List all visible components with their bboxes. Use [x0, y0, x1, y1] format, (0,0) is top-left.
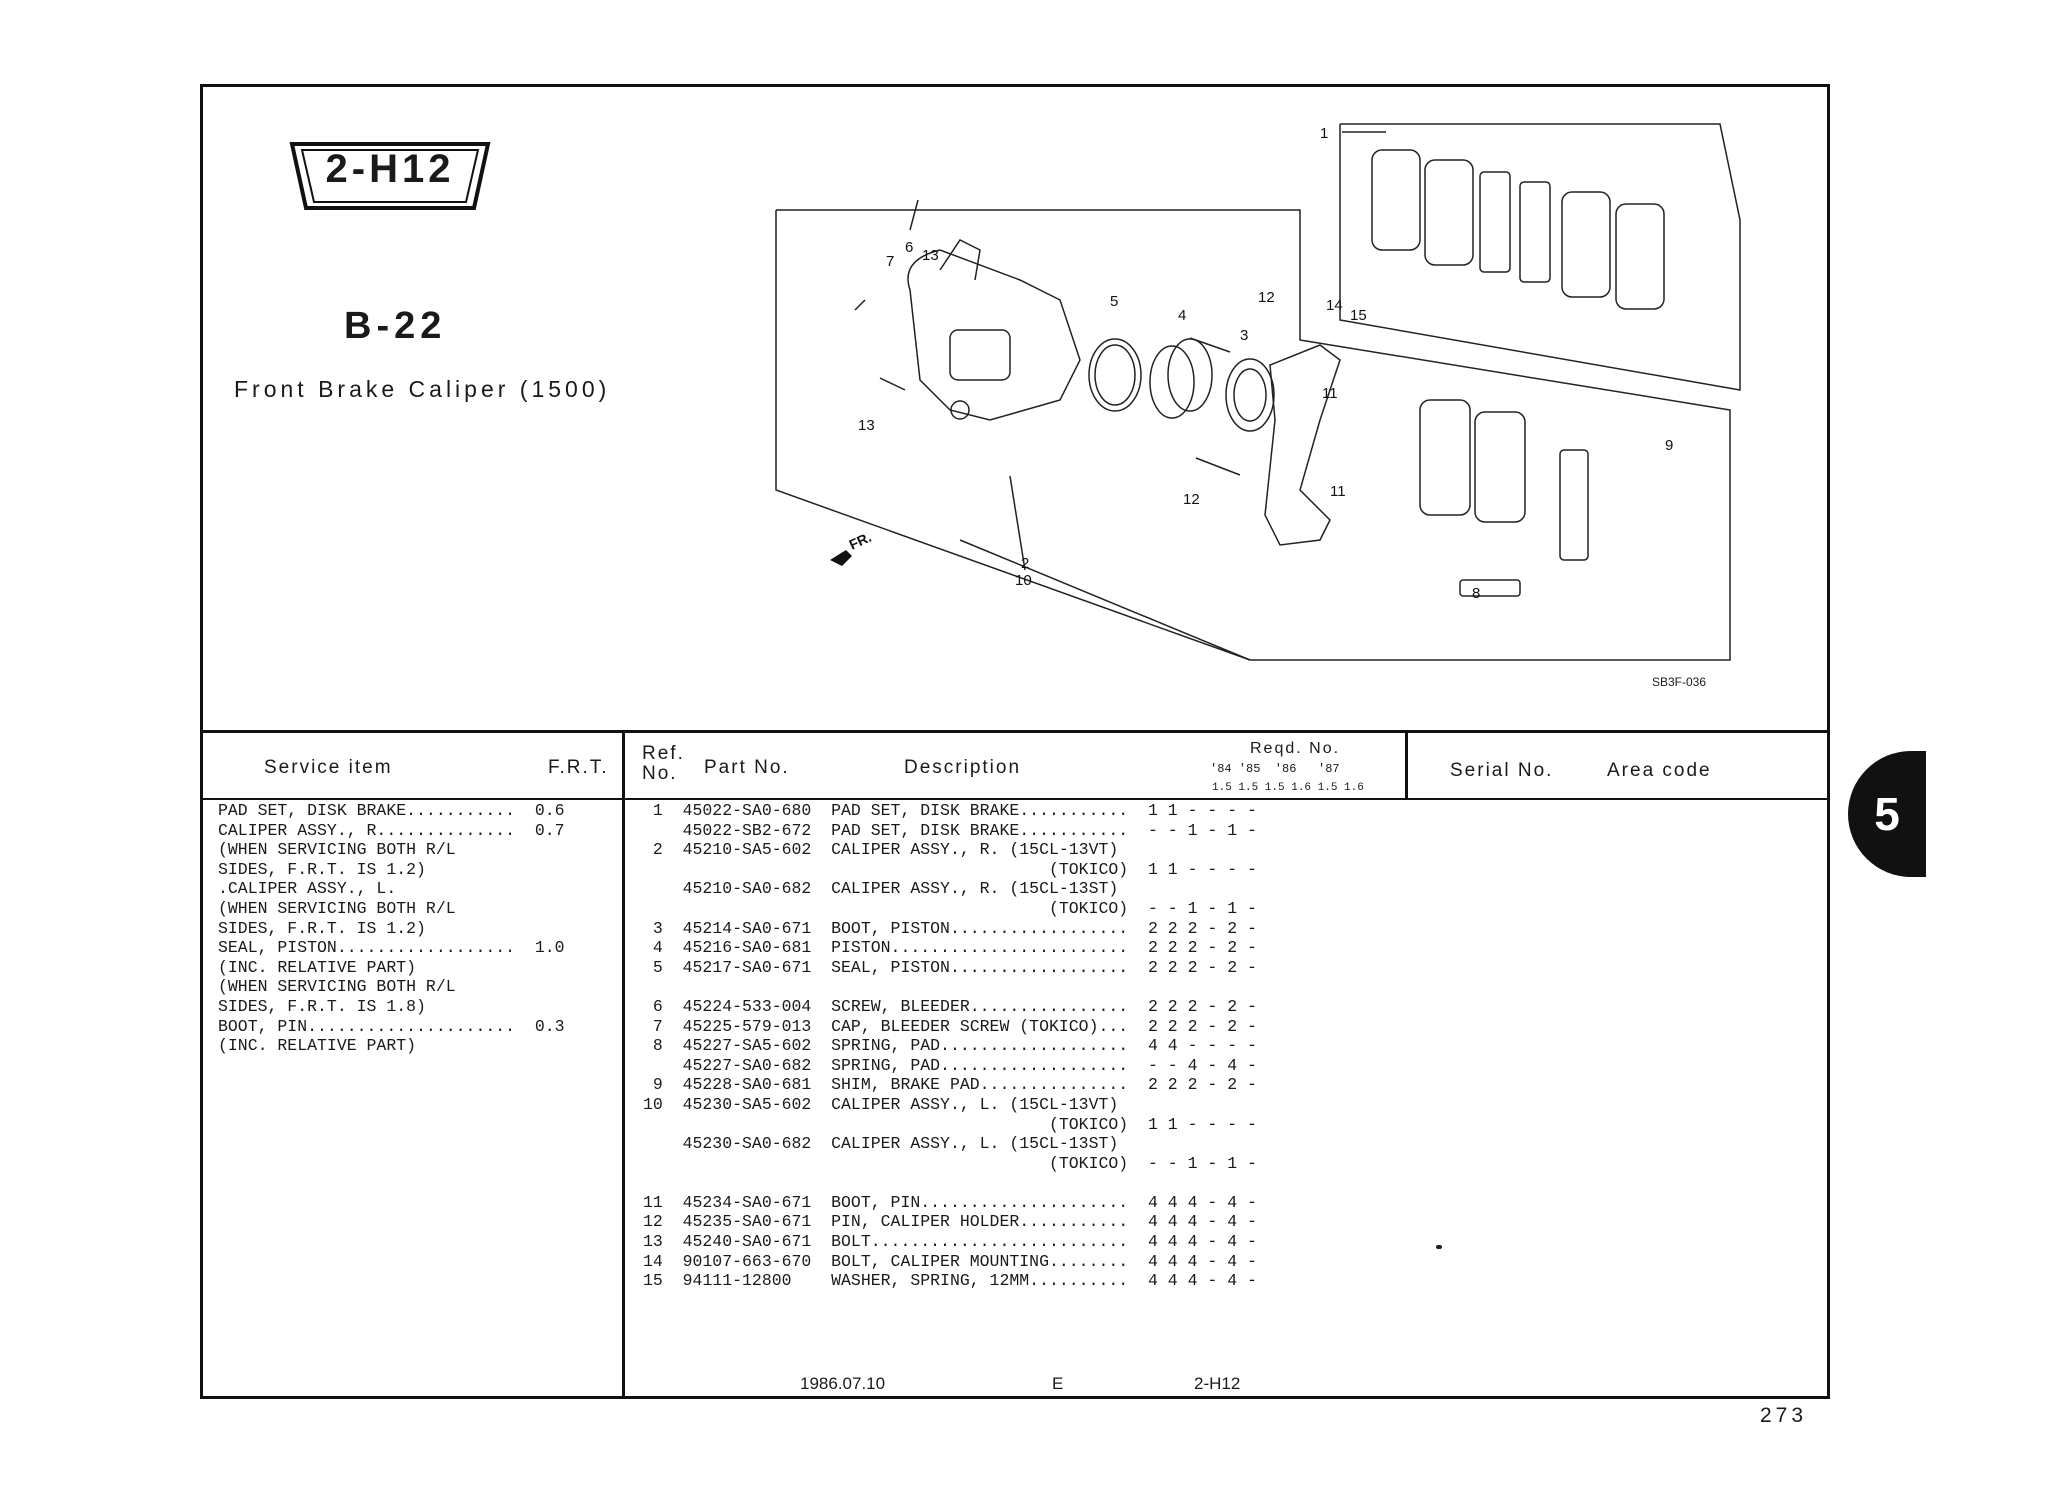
- header-description: Description: [904, 757, 1022, 778]
- column-divider-reqd: [1405, 730, 1408, 798]
- footer-edition: E: [1052, 1374, 1064, 1393]
- callout-4: 4: [1178, 307, 1187, 324]
- callout-9: 9: [1665, 437, 1674, 454]
- callout-14: 14: [1326, 297, 1343, 314]
- callout-12a: 12: [1258, 289, 1275, 306]
- header-years: '84 '85 '86 '87: [1210, 762, 1340, 776]
- header-displacements: 1.5 1.5 1.5 1.6 1.5 1.6: [1212, 782, 1364, 794]
- callout-3: 3: [1240, 327, 1249, 344]
- callout-13b: 13: [858, 417, 875, 434]
- diagram-table-divider: [200, 730, 1830, 733]
- header-area-code: Area code: [1607, 760, 1712, 781]
- header-part-no: Part No.: [704, 757, 790, 778]
- direction-label: FR.: [846, 528, 874, 553]
- section-badge-text: 2-H12: [325, 147, 455, 191]
- callout-15: 15: [1350, 307, 1367, 324]
- column-divider-service: [622, 730, 625, 1399]
- page-title: Front Brake Caliper (1500): [234, 376, 611, 402]
- stray-mark: [1436, 1245, 1442, 1249]
- callout-11b: 11: [1330, 483, 1346, 500]
- figure-code: SB3F-036: [1652, 675, 1707, 689]
- callout-7: 7: [886, 253, 895, 270]
- section-badge: [288, 140, 492, 212]
- callout-1: 1: [1320, 125, 1329, 142]
- page-number: 273: [1760, 1404, 1808, 1427]
- exploded-diagram: [760, 120, 1780, 700]
- callout-11a: 11: [1322, 385, 1338, 402]
- header-service-item: Service item: [264, 757, 393, 778]
- header-serial-no: Serial No.: [1450, 760, 1554, 781]
- table-header-rule: [200, 798, 1830, 800]
- service-items-list: PAD SET, DISK BRAKE........... 0.6 CALIPER ASSY., R.............. 0.7 (WHEN SERVICING BOTH R/L SIDES, F.R.T. IS 1.2) .CALIPER ASSY., L. (WHEN SERVICING BOTH R/L SIDES, F.R.T. IS 1.2) SEAL, PISTON.................. 1.0 (INC. RELATIVE PART) (WHEN SERVICING BOTH R/L SIDES, F.R.T. IS 1.8) BOOT, PIN..................... 0.3 (INC. RELATIVE PART): [218, 801, 565, 1056]
- header-ref-no: Ref. No.: [642, 743, 685, 784]
- callout-5: 5: [1110, 293, 1119, 310]
- footer-section: 2-H12: [1194, 1374, 1241, 1393]
- callout-10: 10: [1015, 572, 1032, 589]
- callout-2: 2: [1021, 555, 1030, 572]
- callout-8: 8: [1472, 585, 1481, 602]
- header-frt: F.R.T.: [548, 757, 609, 778]
- callout-12b: 12: [1183, 491, 1200, 508]
- callout-6: 6: [905, 239, 914, 256]
- footer-date: 1986.07.10: [800, 1374, 886, 1393]
- group-code: B-22: [344, 305, 447, 347]
- section-tab-number: 5: [1874, 788, 1900, 840]
- header-reqd-no: Reqd. No.: [1250, 740, 1341, 757]
- callout-13a: 13: [922, 247, 939, 264]
- parts-list: 1 45022-SA0-680 PAD SET, DISK BRAKE........... 1 1 - - - - 45022-SB2-672 PAD SET, DISK BRAKE........... - - 1 - 1 - 2 45210-SA5-602 CALIPER ASSY., R. (15CL-13VT) (TOKICO) 1 1 - - - - 45210-SA0-682 CALIPER ASSY., R. (15CL-13ST) (TOKICO) - - 1 - 1 - 3 45214-SA0-671 BOOT, PISTON.................. 2 2 2 - 2 - 4 45216-SA0-681 PISTON........................ 2 2 2 - 2 - 5 45217-SA0-671 SEAL, PISTON.................. 2 2 2 - 2 - 6 45224-533-004 SCREW, BLEEDER................ 2 2 2 - 2 - 7 45225-579-013 CAP, BLEEDER SCREW (TOKICO)... 2 2 2 - 2 - 8 45227-SA5-602 SPRING, PAD................... 4 4 - - - - 45227-SA0-682 SPRING, PAD................... - - 4 - 4 - 9 45228-SA0-681 SHIM, BRAKE PAD............... 2 2 2 - 2 - 10 45230-SA5-602 CALIPER ASSY., L. (15CL-13VT) (TOKICO) 1 1 - - - - 45230-SA0-682 CALIPER ASSY., L. (15CL-13ST) (TOKICO) - - 1 - 1 - 11 45234-SA0-671 BOOT, PIN..................... 4 4 4 - 4 - 12 45235-SA0-671 PIN, CALIPER HOLDER........... 4 4 4 - 4 - 13 45240-SA0-671 BOLT.......................... 4 4 4 - 4 - 14 90107-663-670 BOLT, CALIPER MOUNTING........ 4 4 4 - 4 - 15 94111-12800 WASHER, SPRING, 12MM.......... 4 4 4 - 4 -: [643, 801, 1257, 1291]
